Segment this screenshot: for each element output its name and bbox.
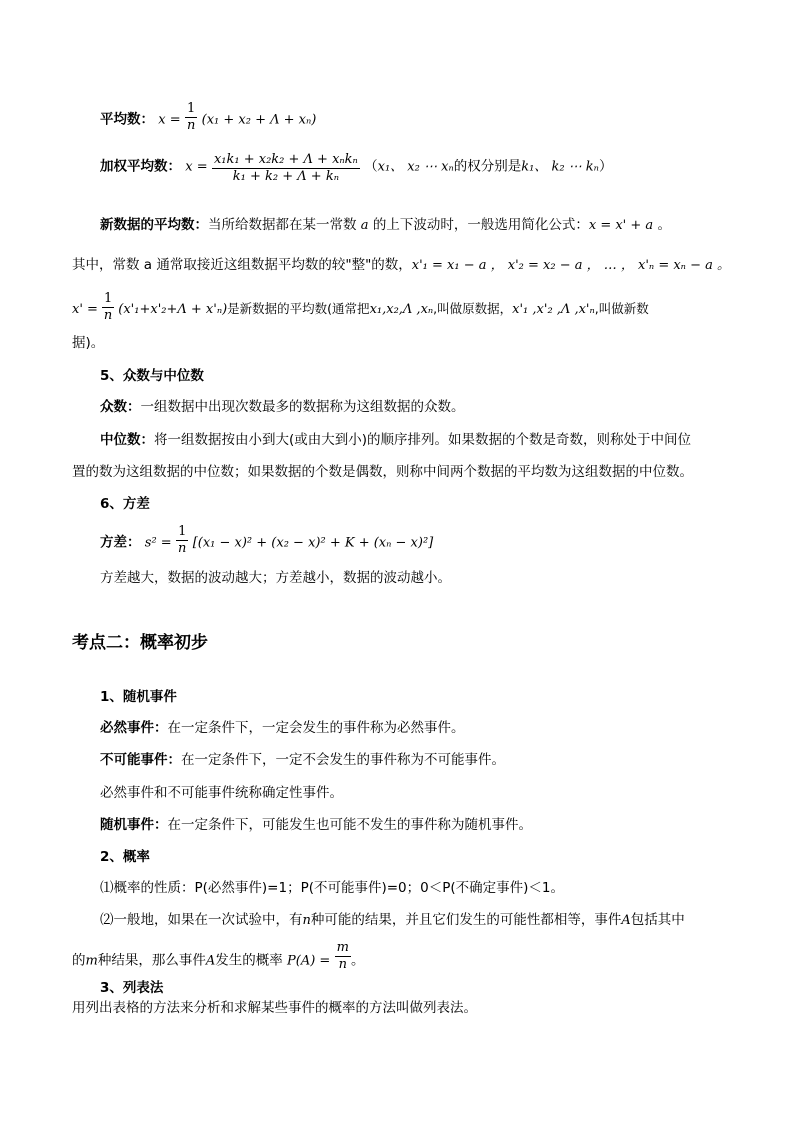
s2-title: 2、概率	[100, 849, 150, 865]
s1-title: 1、随机事件	[100, 689, 177, 705]
median-label: 中位数：	[100, 432, 154, 448]
impossible-row: 不可能事件：在一定条件下，一定不会发生的事件称为不可能事件。	[100, 752, 505, 768]
new-mean-line2-formula: x'₁ = x₁ − a ， x'₂ = x₂ − a ， … ， x'ₙ = xₙ − a 。	[411, 258, 730, 273]
weighted-note-weights: k₁、 k₂ ⋯ kₙ	[521, 159, 599, 175]
mean-rhs: (x₁ + x₂ + Λ + xₙ)	[201, 112, 317, 128]
s3-title: 3、列表法	[100, 980, 164, 996]
prob-formula-lhs: P(A) =	[287, 953, 331, 969]
new-mean-line3-text2: ,叫做原数据，	[433, 301, 513, 316]
mean-lhs: x =	[158, 112, 181, 128]
weighted-mean-label: 加权平均数：	[100, 158, 181, 175]
prob-property: ⑴概率的性质：P(必然事件)=1；P(不可能事件)=0；0＜P(不确定事件)＜1。	[100, 880, 565, 896]
new-mean-text2: 的上下波动时，一般选用简化公式：	[372, 217, 589, 233]
new-mean-line3-fraction: $\frac{1}{n}$	[103, 291, 113, 323]
new-mean-text: 当所给数据都在某一常数	[208, 217, 357, 233]
new-mean-a: a	[360, 218, 369, 233]
mode-label: 众数：	[100, 399, 141, 415]
new-mean-line2	[72, 255, 730, 276]
new-mean-line3-text: 是新数据的平均数(通常把	[227, 301, 370, 316]
mean-fraction: $\frac{1}{n}$	[186, 101, 196, 133]
new-mean-label: 新数据的平均数：	[100, 217, 208, 233]
weighted-note-vars: x₁、 x₂ ⋯ xₙ	[377, 159, 454, 175]
section6-title: 6、方差	[100, 496, 150, 512]
weighted-mean-row	[100, 150, 612, 183]
weighted-mean-fraction: $\frac{\text{x₁k₁ + x₂k₂ + Λ + xₙkₙ}}{\text{k₁ + k₂ + Λ + kₙ}}$	[213, 152, 358, 184]
prob-def-line2: 的m种结果，那么事件A发生的概率 P(A) = $\frac{m}{n}$ 。	[72, 940, 365, 972]
determined-row: 必然事件和不可能事件统称确定性事件。	[100, 785, 343, 801]
new-mean-line4: 据)。	[72, 335, 105, 351]
new-mean-line3-lhs: x' =	[72, 302, 98, 317]
new-mean-line2-text: 其中，常数 a 通常取接近这组数据平均数的较"整"的数，	[72, 257, 412, 273]
median-text1: 将一组数据按由小到大(或由大到小)的顺序排列。如果数据的个数是奇数，则称处于中间位	[154, 432, 692, 448]
prob-def-line1: ⑵一般地，如果在一次试验中，有n种可能的结果，并且它们发生的可能性都相等，事件A包括其中	[100, 912, 685, 928]
weighted-note-open: （	[364, 158, 378, 175]
new-mean-end: 。	[657, 217, 671, 233]
new-mean-line3	[72, 293, 649, 326]
weighted-note-close: ）	[598, 158, 613, 175]
variance-fraction: $\frac{1}{n}$	[178, 524, 187, 556]
variance-label: 方差：	[100, 534, 141, 551]
weighted-note-mid: 的权分别是	[453, 158, 522, 175]
new-mean-formula: x = x' + a	[588, 218, 654, 233]
variance-rhs: [(x₁ − x)² + (x₂ − x)² + K + (xₙ − x)²]	[192, 535, 434, 551]
s3-text: 用列出表格的方法来分析和求解某些事件的概率的方法叫做列表法。	[72, 1000, 477, 1016]
new-mean-line3-vars2: x'₁ ,x'₂ ,Λ ,x'ₙ	[512, 302, 595, 317]
random-row: 随机事件：在一定条件下，可能发生也可能不发生的事件称为随机事件。	[100, 817, 532, 833]
part2-title: 考点二：概率初步	[72, 633, 208, 653]
weighted-mean-lhs: x =	[185, 159, 208, 175]
variance-row	[100, 526, 433, 559]
new-mean-line1	[100, 215, 671, 236]
mode-row	[100, 397, 465, 417]
section5-title: 5、众数与中位数	[100, 368, 204, 384]
mode-text: 一组数据中出现次数最多的数据称为这组数据的众数。	[140, 399, 465, 415]
variance-note: 方差越大，数据的波动越大；方差越小，数据的波动越小。	[100, 570, 451, 586]
median-row2: 置的数为这组数据的中位数；如果数据的个数是偶数，则称中间两个数据的平均数为这组数据的中位数。	[72, 464, 693, 480]
certain-row: 必然事件：在一定条件下，一定会发生的事件称为必然事件。	[100, 720, 465, 736]
mean-row	[100, 103, 316, 136]
variance-lhs: s² =	[144, 535, 172, 551]
new-mean-line3-vars: x₁,x₂,Λ ,xₙ	[369, 302, 434, 317]
prob-fraction: $\frac{m}{n}$	[336, 940, 349, 972]
new-mean-line3-text3: ,叫做新数	[594, 301, 649, 316]
mean-label: 平均数：	[100, 111, 154, 128]
new-mean-line3-rhs: (x'₁+x'₂+Λ + x'ₙ)	[118, 302, 228, 317]
median-row1	[100, 430, 691, 450]
